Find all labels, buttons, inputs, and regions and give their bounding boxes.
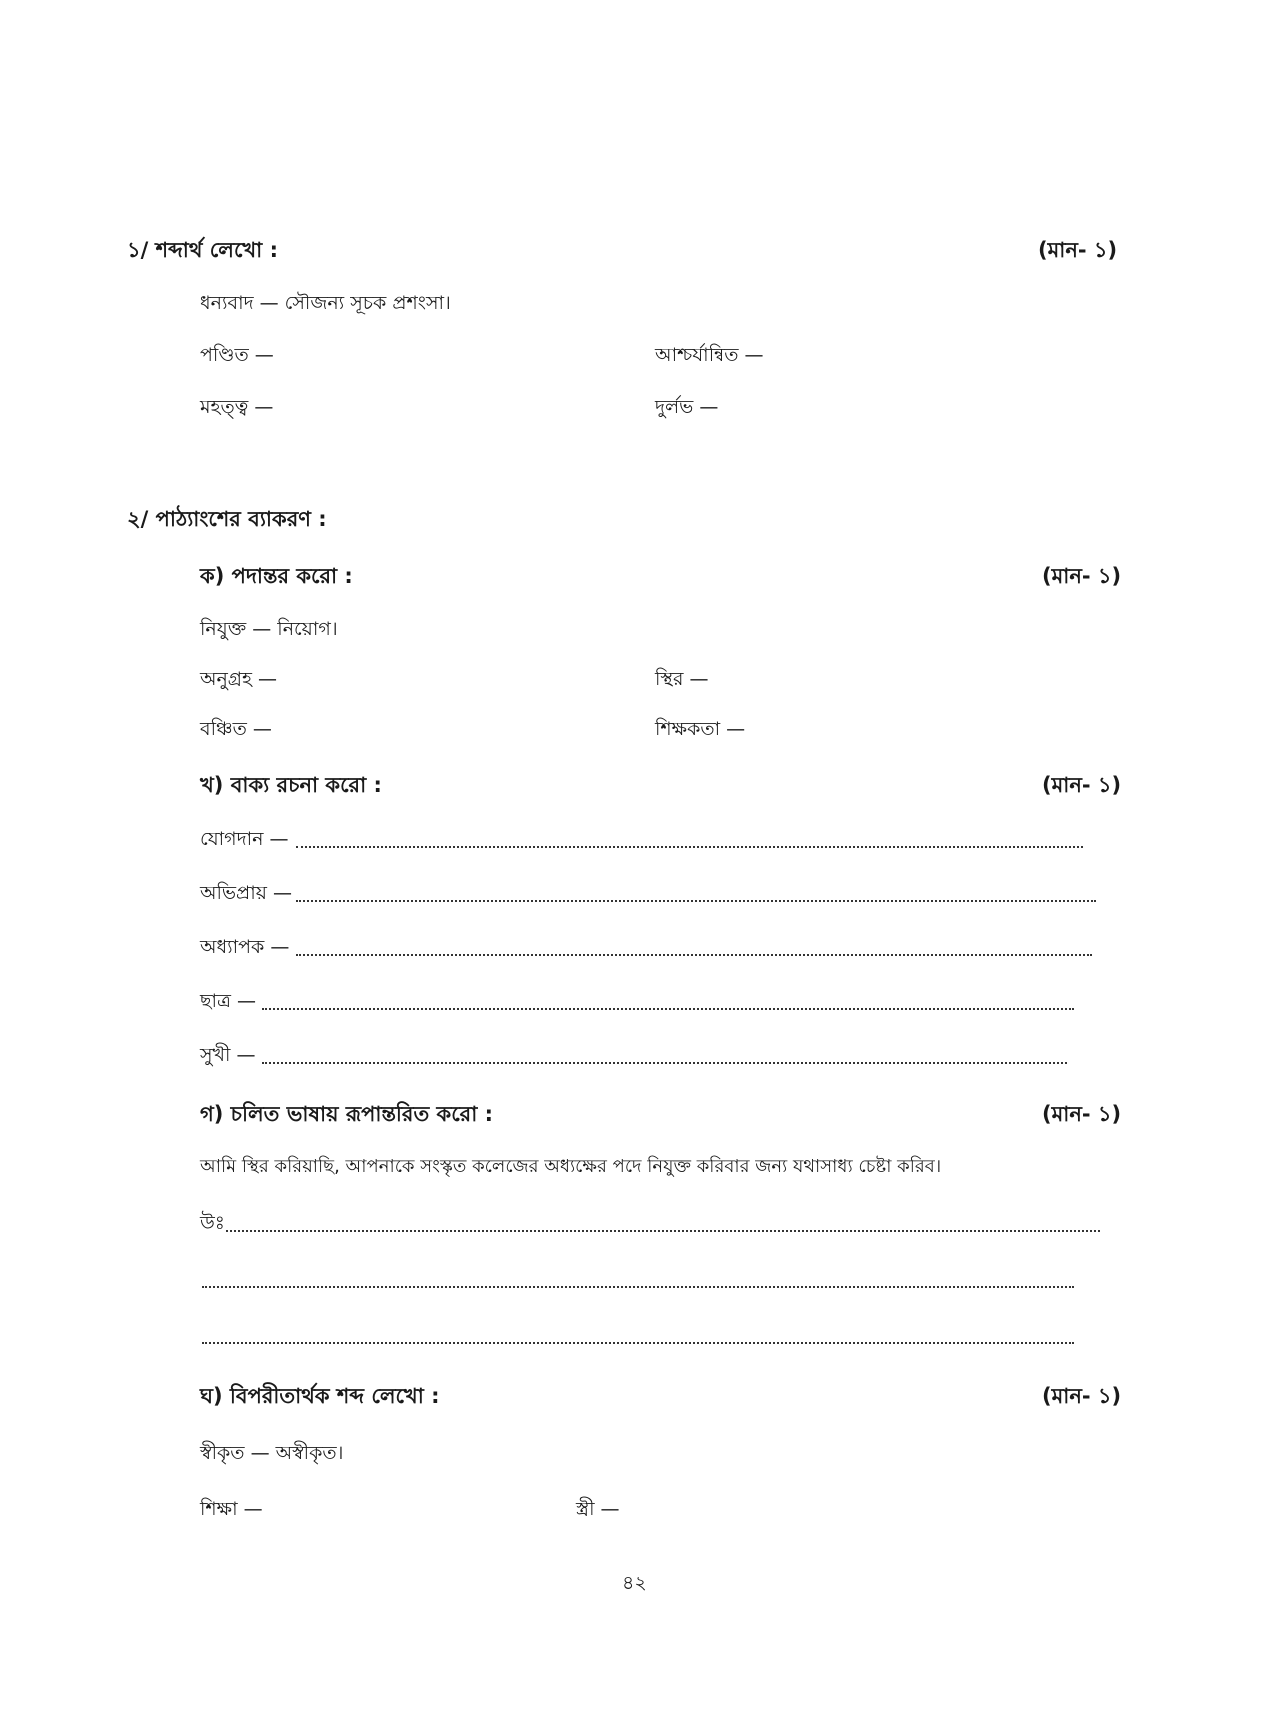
section1-heading: ১/ শব্দার্থ লেখো : (127, 238, 278, 262)
section1-item: মহত্ত্ব — (200, 396, 274, 418)
section1-item: আশ্চর্যান্বিত — (655, 344, 764, 366)
section2d-item: স্ত্রী — (576, 1498, 620, 1520)
answer-line[interactable] (296, 900, 1096, 902)
section2c-marks: (মান- ১) (1042, 1102, 1122, 1126)
section1-marks: (মান- ১) (1038, 238, 1118, 262)
section2d-example: স্বীকৃত — অস্বীকৃত। (200, 1442, 344, 1464)
section2d-marks: (মান- ১) (1042, 1384, 1122, 1408)
answer-line[interactable] (296, 846, 1083, 848)
section2-heading: ২/ পাঠ্যাংশের ব্যাকরণ : (127, 507, 327, 531)
answer-line[interactable] (226, 1230, 1100, 1232)
section2b-item-label: ছাত্র — (200, 990, 257, 1012)
section1-item: দুর্লভ — (655, 396, 719, 418)
section2c-sentence: আমি স্থির করিয়াছি, আপনাকে সংস্কৃত কলেজের অধ্যক্ষের পদে নিযুক্ত করিবার জন্য যথাসাধ্য চেষ্টা করিব। (200, 1156, 942, 1177)
section2a-item: অনুগ্রহ — (200, 668, 278, 690)
section2b-item-label: যোগদান — (200, 828, 289, 850)
section2a-item: স্থির — (655, 668, 709, 690)
answer-line[interactable] (262, 1008, 1074, 1010)
section2a-example: নিযুক্ত — নিয়োগ। (200, 618, 338, 640)
section2d-heading: ঘ) বিপরীতার্থক শব্দ লেখো : (200, 1384, 440, 1408)
section1-item: পণ্ডিত — (200, 344, 274, 366)
section2b-item-label: সুখী — (200, 1044, 256, 1066)
section2a-heading: ক) পদান্তর করো : (200, 564, 353, 588)
section2b-item-label: অভিপ্রায় — (200, 882, 292, 904)
section2b-item-label: অধ্যাপক — (200, 936, 290, 958)
section2a-marks: (মান- ১) (1042, 564, 1122, 588)
section2b-heading: খ) বাক্য রচনা করো : (200, 773, 382, 797)
answer-line[interactable] (296, 954, 1092, 956)
section2b-marks: (মান- ১) (1042, 773, 1122, 797)
section2a-item: শিক্ষকতা — (655, 718, 746, 740)
answer-line[interactable] (202, 1286, 1074, 1288)
answer-line[interactable] (262, 1062, 1067, 1064)
section2a-item: বঞ্চিত — (200, 718, 272, 740)
answer-line[interactable] (202, 1342, 1074, 1344)
page-number: ৪২ (622, 1572, 647, 1594)
section1-example: ধন্যবাদ — সৌজন্য সূচক প্রশংসা। (200, 292, 451, 314)
section2c-heading: গ) চলিত ভাষায় রূপান্তরিত করো : (200, 1102, 494, 1126)
section2d-item: শিক্ষা — (200, 1498, 263, 1520)
section2c-answer-label: উঃ (200, 1212, 225, 1234)
